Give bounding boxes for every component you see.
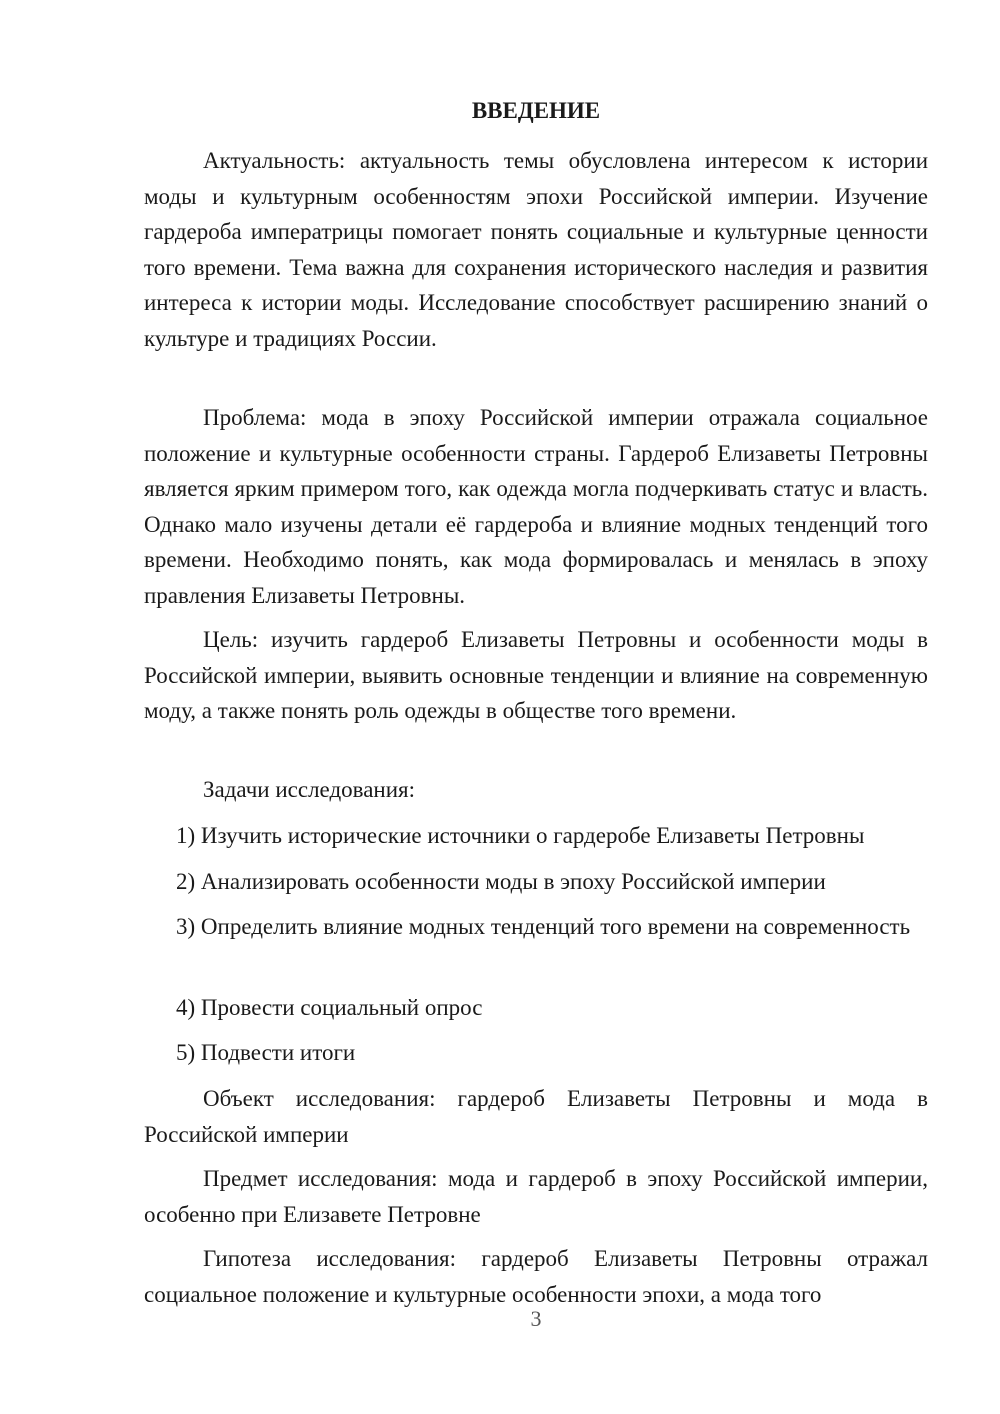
- paragraph-hypothesis: Гипотеза исследования: гардероб Елизаветы Петровны отражал социальное положение и культурные особенности эпохи, а мода того: [144, 1246, 928, 1307]
- page-number: 3: [530, 1306, 542, 1331]
- paragraph-object: Объект исследования: гардероб Елизаветы Петровны и мода в Российской империи: [144, 1086, 928, 1147]
- task-item-5: 5) Подвести итоги: [176, 1040, 356, 1065]
- task-item-2: 2) Анализировать особенности моды в эпоху Российской империи: [176, 869, 826, 894]
- paragraph-relevance: Актуальность: актуальность темы обусловлена интересом к истории моды и культурным особенностям эпохи Российской империи. Изучение гардероба императрицы помогает понять социальные и культурные ценности того времени. Тема важна для сохранения исторического наследия и развития интереса к истории моды. Исследование способствует расширению знаний о культуре и традициях России.: [144, 148, 928, 351]
- task-item-3: 3) Определить влияние модных тенденций того времени на современность: [176, 914, 911, 939]
- task-item-1: 1) Изучить исторические источники о гардеробе Елизаветы Петровны: [176, 823, 865, 848]
- paragraph-problem: Проблема: мода в эпоху Российской империи отражала социальное положение и культурные особенности страны. Гардероб Елизаветы Петровны является ярким примером того, как одежда могла подчеркивать статус и власть. Однако мало изучены детали её гардероба и влияние модных тенденций того времени. Необходимо понять, как мода формировалась и менялась в эпоху правления Елизаветы Петровны.: [144, 405, 928, 608]
- tasks-title: Задачи исследования:: [203, 777, 416, 802]
- paragraph-goal: Цель: изучить гардероб Елизаветы Петровны и особенности моды в Российской империи, выявить основные тенденции и влияние на современную моду, а также понять роль одежды в обществе того времени.: [144, 627, 928, 723]
- task-item-4: 4) Провести социальный опрос: [176, 995, 483, 1020]
- paragraph-subject: Предмет исследования: мода и гардероб в эпоху Российской империи, особенно при Елизавете Петровне: [144, 1166, 928, 1227]
- section-heading: ВВЕДЕНИЕ: [471, 98, 601, 123]
